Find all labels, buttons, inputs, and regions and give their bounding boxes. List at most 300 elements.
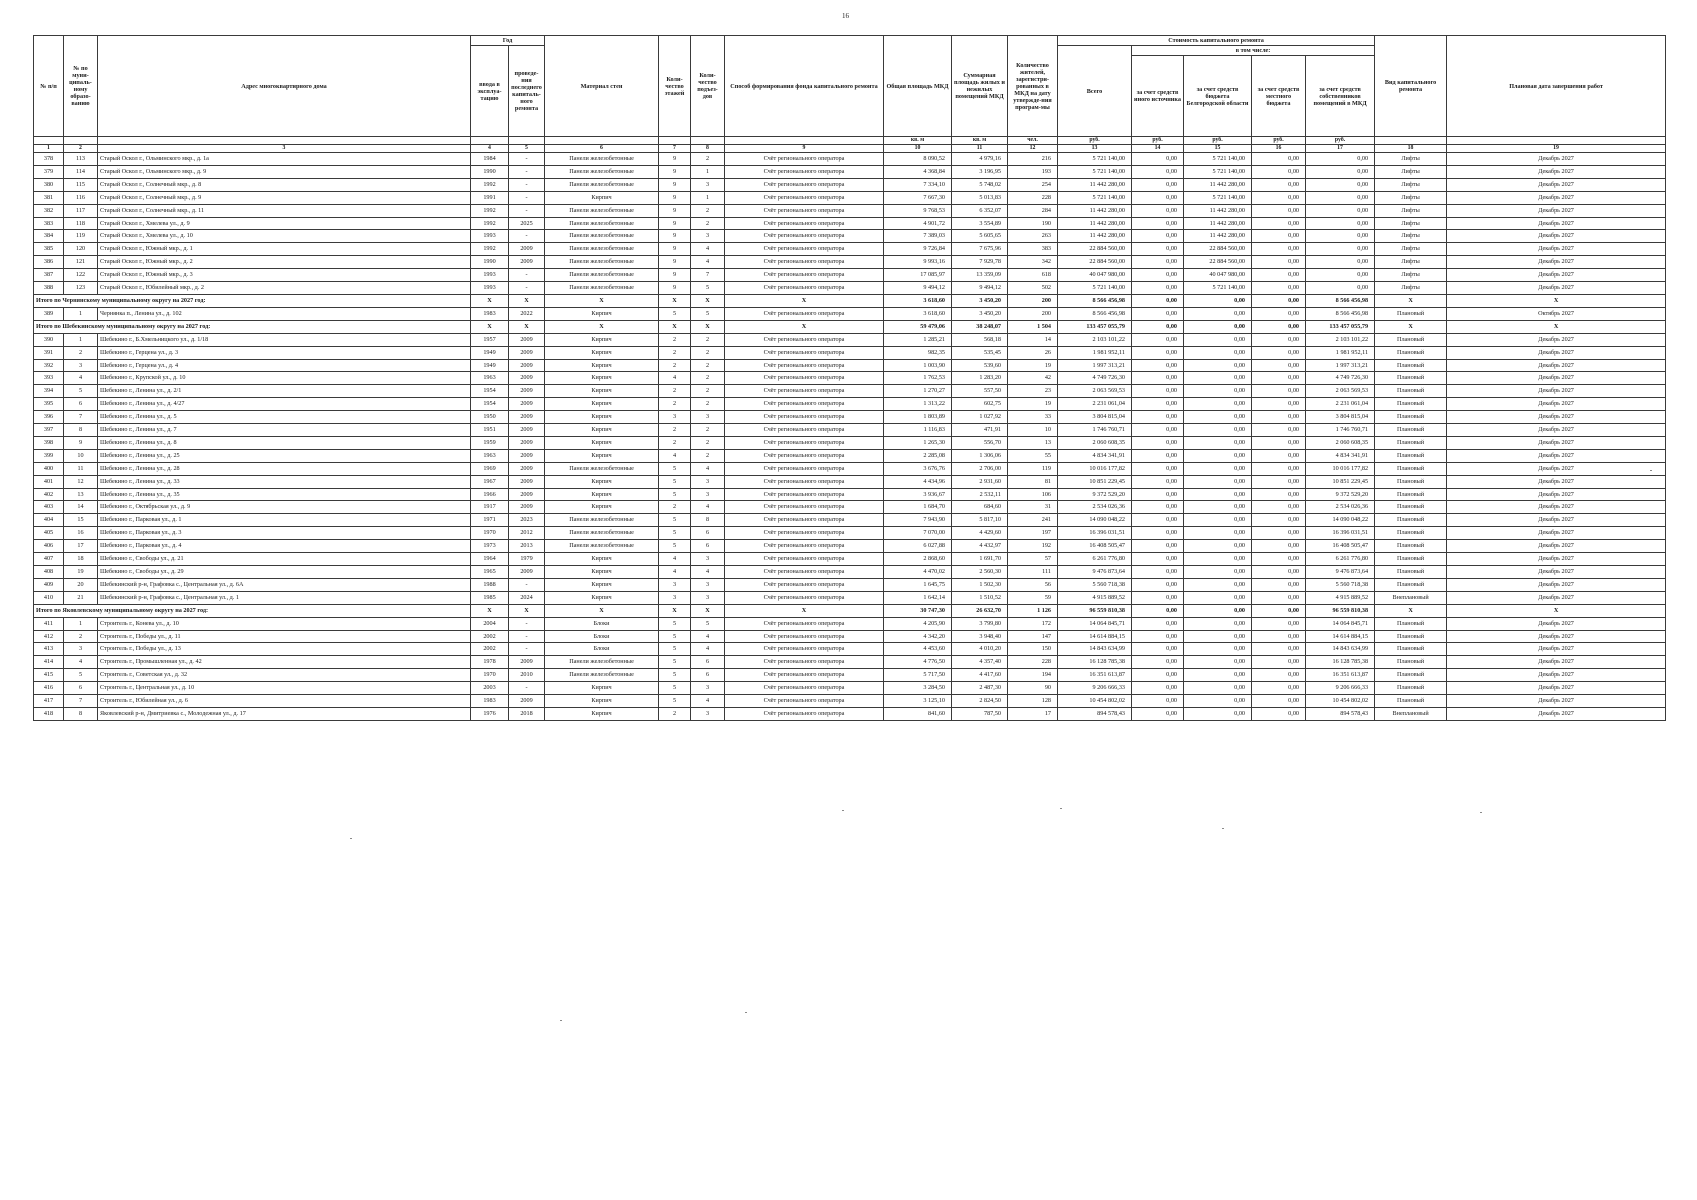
table-cell: 1969 (471, 462, 509, 475)
table-cell: 2009 (509, 501, 545, 514)
table-cell: 7 667,30 (884, 191, 952, 204)
table-cell: 0,00 (1252, 436, 1306, 449)
table-cell: 18 (64, 553, 98, 566)
subtotal-cell: X (545, 294, 659, 307)
table-cell: 150 (1008, 643, 1058, 656)
header-incl: в том числе: (1132, 46, 1375, 56)
table-cell: 119 (1008, 462, 1058, 475)
table-cell: 0,00 (1252, 462, 1306, 475)
table-cell: 7 (64, 695, 98, 708)
column-number: 9 (725, 145, 884, 153)
address-cell: Шебекино г., Ленина ул., д. 35 (98, 488, 471, 501)
table-cell: 4 (691, 566, 725, 579)
table-cell: 4 357,40 (952, 656, 1008, 669)
table-cell: 3 (659, 578, 691, 591)
table-cell: 1951 (471, 424, 509, 437)
table-cell: Счёт регионального оператора (725, 540, 884, 553)
table-cell: 5 721 140,00 (1184, 191, 1252, 204)
table-cell: 0,00 (1184, 359, 1252, 372)
subtotal-cell: X (725, 294, 884, 307)
table-cell: 393 (34, 372, 64, 385)
table-cell: 147 (1008, 630, 1058, 643)
table-cell: 1992 (471, 204, 509, 217)
address-cell: Шебекино г., Парковая ул., д. 4 (98, 540, 471, 553)
table-cell: - (509, 282, 545, 295)
table-row (34, 707, 1666, 720)
table-cell: 11 442 280,00 (1184, 217, 1252, 230)
table-cell: Панели железобетонные (545, 462, 659, 475)
table-cell: 0,00 (1306, 269, 1375, 282)
header-year-group: Год (471, 36, 545, 46)
table-cell: 5 (659, 488, 691, 501)
table-cell: 4 434,96 (884, 475, 952, 488)
table-cell: Панели железобетонные (545, 656, 659, 669)
table-cell: Плановый (1375, 346, 1447, 359)
table-cell: 2009 (509, 449, 545, 462)
table-cell: 1949 (471, 346, 509, 359)
table-cell: 1 306,06 (952, 449, 1008, 462)
table-cell: 3 450,20 (952, 307, 1008, 320)
table-cell: Лифты (1375, 153, 1447, 166)
table-cell: 1 746 760,71 (1306, 424, 1375, 437)
table-cell: 5 (691, 307, 725, 320)
table-cell: 8 (64, 707, 98, 720)
subtotal-cell: 26 632,70 (952, 604, 1008, 617)
table-cell: 5 721 140,00 (1058, 191, 1132, 204)
subtotal-label: Итого по Яковлевскому муниципальному округу на 2027 год: (34, 604, 471, 617)
table-cell: 2003 (471, 682, 509, 695)
table-cell: 16 128 785,38 (1058, 656, 1132, 669)
table-cell: 1992 (471, 178, 509, 191)
table-cell: 1 285,21 (884, 333, 952, 346)
table-cell: 391 (34, 346, 64, 359)
address-cell: Строитель г., Центральная ул., д. 10 (98, 682, 471, 695)
table-cell: Октябрь 2027 (1447, 307, 1666, 320)
table-cell: 56 (1008, 578, 1058, 591)
subtotal-cell: X (1447, 604, 1666, 617)
table-cell: Счёт регионального оператора (725, 578, 884, 591)
subtotal-cell: 96 559 810,38 (1058, 604, 1132, 617)
table-cell: Счёт регионального оператора (725, 191, 884, 204)
table-cell: 411 (34, 617, 64, 630)
subtotal-cell: X (1375, 604, 1447, 617)
table-cell: Счёт регионального оператора (725, 643, 884, 656)
table-cell: 9 206 666,33 (1306, 682, 1375, 695)
table-cell: 22 884 560,00 (1184, 256, 1252, 269)
table-cell: 4 749 726,30 (1306, 372, 1375, 385)
table-cell: 2002 (471, 643, 509, 656)
column-number: 19 (1447, 145, 1666, 153)
table-cell: 0,00 (1252, 153, 1306, 166)
address-cell: Старый Оскол г., Солнечный мкр., д. 8 (98, 178, 471, 191)
subtotal-cell: 0,00 (1132, 604, 1184, 617)
address-cell: Шебекино г., Свободы ул., д. 21 (98, 553, 471, 566)
table-cell: 0,00 (1132, 656, 1184, 669)
table-cell: 0,00 (1132, 488, 1184, 501)
table-cell: Панели железобетонные (545, 230, 659, 243)
table-row (34, 359, 1666, 372)
address-cell: Шебекино г., Ленина ул., д. 5 (98, 411, 471, 424)
address-cell: Шебекино г., Герцена ул., д. 4 (98, 359, 471, 372)
table-cell: Декабрь 2027 (1447, 475, 1666, 488)
table-cell: 4 (659, 566, 691, 579)
address-cell: Строитель г., Советская ул., д. 32 (98, 669, 471, 682)
table-row (34, 643, 1666, 656)
table-cell: 1 027,92 (952, 411, 1008, 424)
table-cell: Панели железобетонные (545, 527, 659, 540)
table-cell: 9 (659, 230, 691, 243)
address-cell: Строитель г., Конева ул., д. 10 (98, 617, 471, 630)
table-cell: 122 (64, 269, 98, 282)
table-cell: Лифты (1375, 178, 1447, 191)
table-cell: 4 432,97 (952, 540, 1008, 553)
table-cell: 399 (34, 449, 64, 462)
table-cell: 0,00 (1184, 462, 1252, 475)
table-cell: Счёт регионального оператора (725, 617, 884, 630)
table-cell: Декабрь 2027 (1447, 333, 1666, 346)
table-cell: 1983 (471, 695, 509, 708)
table-cell: 11 442 280,00 (1184, 178, 1252, 191)
table-cell: Кирпич (545, 591, 659, 604)
table-cell: 418 (34, 707, 64, 720)
table-cell: 9 (659, 269, 691, 282)
table-cell: Плановый (1375, 462, 1447, 475)
subtotal-cell: 0,00 (1252, 294, 1306, 307)
table-cell: 0,00 (1252, 217, 1306, 230)
address-cell: Старый Оскол г., Ольминского мкр., д. 9 (98, 165, 471, 178)
table-cell: 8 (691, 514, 725, 527)
table-cell: Внеплановый (1375, 591, 1447, 604)
table-cell: Декабрь 2027 (1447, 527, 1666, 540)
table-cell: 13 (64, 488, 98, 501)
table-cell: Панели железобетонные (545, 178, 659, 191)
table-cell: 3 618,60 (884, 307, 952, 320)
table-cell: 1979 (509, 553, 545, 566)
table-cell: Счёт регионального оператора (725, 424, 884, 437)
table-row (34, 178, 1666, 191)
table-cell: Плановый (1375, 398, 1447, 411)
table-row (34, 566, 1666, 579)
table-cell: 5 (659, 617, 691, 630)
table-cell: 392 (34, 359, 64, 372)
table-cell: 1963 (471, 372, 509, 385)
table-cell: 4 (64, 656, 98, 669)
table-cell: 216 (1008, 153, 1058, 166)
table-cell: 9 372 529,20 (1306, 488, 1375, 501)
table-cell: Плановый (1375, 501, 1447, 514)
table-cell: 14 843 634,99 (1306, 643, 1375, 656)
table-cell: 0,00 (1252, 591, 1306, 604)
table-cell: 1 502,30 (952, 578, 1008, 591)
table-cell: 5 (659, 669, 691, 682)
table-cell: Плановый (1375, 553, 1447, 566)
table-cell: 0,00 (1252, 669, 1306, 682)
table-cell: Счёт регионального оператора (725, 333, 884, 346)
table-cell: 1 (64, 307, 98, 320)
table-cell: 378 (34, 153, 64, 166)
table-cell: 33 (1008, 411, 1058, 424)
address-cell: Шебекино г., Ленина ул., д. 7 (98, 424, 471, 437)
table-cell: 1 746 760,71 (1058, 424, 1132, 437)
table-cell: 406 (34, 540, 64, 553)
table-cell: 9 206 666,33 (1058, 682, 1132, 695)
table-cell: Декабрь 2027 (1447, 707, 1666, 720)
table-cell: Декабрь 2027 (1447, 462, 1666, 475)
table-cell: Кирпич (545, 359, 659, 372)
table-cell: Декабрь 2027 (1447, 656, 1666, 669)
table-header (34, 36, 1666, 153)
table-cell: 5 817,10 (952, 514, 1008, 527)
table-cell: 3 (691, 230, 725, 243)
table-row (34, 269, 1666, 282)
table-cell: 2004 (471, 617, 509, 630)
table-cell: 556,70 (952, 436, 1008, 449)
table-cell: 0,00 (1132, 398, 1184, 411)
table-cell: 1970 (471, 527, 509, 540)
unit-cell: руб. (1252, 137, 1306, 145)
table-cell: 389 (34, 307, 64, 320)
table-cell: Счёт регионального оператора (725, 346, 884, 359)
subtotal-cell: 30 747,30 (884, 604, 952, 617)
table-cell: 2 103 101,22 (1306, 333, 1375, 346)
table-cell: 2 063 569,53 (1058, 385, 1132, 398)
table-cell: Панели железобетонные (545, 282, 659, 295)
table-cell: 0,00 (1184, 591, 1252, 604)
table-cell: 2 (691, 436, 725, 449)
table-cell: 0,00 (1132, 462, 1184, 475)
table-cell: Кирпич (545, 385, 659, 398)
table-cell: 2 103 101,22 (1058, 333, 1132, 346)
table-cell: 1990 (471, 256, 509, 269)
table-cell: 1917 (471, 501, 509, 514)
table-cell: 0,00 (1252, 527, 1306, 540)
table-cell: Плановый (1375, 630, 1447, 643)
table-cell: 6 352,07 (952, 204, 1008, 217)
table-cell: 1985 (471, 591, 509, 604)
address-cell: Старый Оскол г., Ольминского мкр., д. 1а (98, 153, 471, 166)
subtotal-cell: X (691, 294, 725, 307)
table-cell: Плановый (1375, 540, 1447, 553)
table-cell: Декабрь 2027 (1447, 217, 1666, 230)
subtotal-cell: 3 450,20 (952, 294, 1008, 307)
subtotal-cell: X (659, 294, 691, 307)
table-cell: Счёт регионального оператора (725, 553, 884, 566)
table-cell: 4 (691, 695, 725, 708)
table-cell: - (509, 682, 545, 695)
table-row (34, 449, 1666, 462)
table-cell: 0,00 (1184, 488, 1252, 501)
table-cell: 14 (1008, 333, 1058, 346)
table-cell: 0,00 (1252, 501, 1306, 514)
table-cell: 4 470,02 (884, 566, 952, 579)
table-cell: 1964 (471, 553, 509, 566)
address-cell: Строитель г., Победы ул., д. 11 (98, 630, 471, 643)
table-cell: 119 (64, 230, 98, 243)
table-cell: 1963 (471, 449, 509, 462)
table-row (34, 153, 1666, 166)
column-number: 12 (1008, 145, 1058, 153)
table-cell: Плановый (1375, 449, 1447, 462)
table-cell: Плановый (1375, 514, 1447, 527)
table-cell: Счёт регионального оператора (725, 488, 884, 501)
table-cell: 4 417,60 (952, 669, 1008, 682)
table-cell: 2 (659, 346, 691, 359)
table-cell: 0,00 (1132, 178, 1184, 191)
subtotal-cell: X (509, 320, 545, 333)
table-cell: 6 261 776,80 (1058, 553, 1132, 566)
table-cell: 5 (659, 514, 691, 527)
table-cell: Кирпич (545, 333, 659, 346)
table-cell: 7 675,96 (952, 243, 1008, 256)
table-cell: 17 (64, 540, 98, 553)
table-cell: Панели железобетонные (545, 165, 659, 178)
header-cost-group: Стоимость капитального ремонта (1058, 36, 1375, 46)
table-cell: 1971 (471, 514, 509, 527)
column-number: 15 (1184, 145, 1252, 153)
table-cell: 1990 (471, 165, 509, 178)
table-cell: Счёт регионального оператора (725, 282, 884, 295)
table-cell: 5 (691, 617, 725, 630)
table-cell: - (509, 617, 545, 630)
table-cell: 123 (64, 282, 98, 295)
table-cell: 9 (659, 191, 691, 204)
table-cell: 11 442 280,00 (1058, 230, 1132, 243)
table-cell: 2 (659, 501, 691, 514)
table-row (34, 282, 1666, 295)
table-cell: 407 (34, 553, 64, 566)
table-cell: 2 (691, 359, 725, 372)
table-cell: 5 748,02 (952, 178, 1008, 191)
table-cell: Декабрь 2027 (1447, 153, 1666, 166)
table-cell: Лифты (1375, 204, 1447, 217)
table-cell: 6 027,88 (884, 540, 952, 553)
table-cell: - (509, 204, 545, 217)
table-cell: 1970 (471, 669, 509, 682)
address-cell: Старый Оскол г., Южный мкр., д. 3 (98, 269, 471, 282)
table-cell: Декабрь 2027 (1447, 256, 1666, 269)
table-cell: 0,00 (1306, 217, 1375, 230)
table-cell: 22 884 560,00 (1058, 256, 1132, 269)
table-cell: 5 721 140,00 (1184, 282, 1252, 295)
table-row (34, 398, 1666, 411)
table-cell: 0,00 (1252, 385, 1306, 398)
table-cell: 14 843 634,99 (1058, 643, 1132, 656)
table-cell: 4 (691, 243, 725, 256)
table-cell: 394 (34, 385, 64, 398)
table-cell: 2 560,30 (952, 566, 1008, 579)
table-cell: 0,00 (1184, 707, 1252, 720)
table-cell: 1954 (471, 398, 509, 411)
subtotal-cell: X (509, 604, 545, 617)
table-row (34, 475, 1666, 488)
table-cell: 535,45 (952, 346, 1008, 359)
table-cell: 3 (691, 475, 725, 488)
table-cell: 1988 (471, 578, 509, 591)
table-row (34, 307, 1666, 320)
table-row (34, 217, 1666, 230)
table-cell: 7 389,03 (884, 230, 952, 243)
table-cell: Счёт регионального оператора (725, 256, 884, 269)
table-cell: 4 453,60 (884, 643, 952, 656)
table-cell: 1 642,14 (884, 591, 952, 604)
table-cell: 2009 (509, 462, 545, 475)
table-cell: 4 342,20 (884, 630, 952, 643)
table-cell: 0,00 (1184, 346, 1252, 359)
header-residents: Количество жителей, зарегистри-рованных в МКД на дату утвержде-ния програм-мы (1008, 36, 1058, 137)
subtotal-cell: 0,00 (1184, 604, 1252, 617)
table-cell: Декабрь 2027 (1447, 669, 1666, 682)
table-row (34, 669, 1666, 682)
table-cell: 471,91 (952, 424, 1008, 437)
table-row (34, 424, 1666, 437)
table-cell: 16 396 031,51 (1306, 527, 1375, 540)
table-cell: Плановый (1375, 385, 1447, 398)
address-cell: Шебекино г., Ленина ул., д. 2/1 (98, 385, 471, 398)
header-planned-date: Плановая дата завершения работ (1447, 36, 1666, 137)
table-cell: Декабрь 2027 (1447, 566, 1666, 579)
address-cell: Старый Оскол г., Хмелева ул., д. 9 (98, 217, 471, 230)
table-cell: 2 (659, 359, 691, 372)
table-cell: 81 (1008, 475, 1058, 488)
table-cell: 11 (64, 462, 98, 475)
table-cell: 3 804 815,04 (1306, 411, 1375, 424)
subtotal-cell: X (471, 604, 509, 617)
table-cell: 13 359,09 (952, 269, 1008, 282)
table-cell: 2 534 026,36 (1058, 501, 1132, 514)
column-number: 3 (98, 145, 471, 153)
table-cell: 1 (64, 617, 98, 630)
table-cell: Счёт регионального оператора (725, 475, 884, 488)
table-cell: 2 (691, 372, 725, 385)
column-number: 18 (1375, 145, 1447, 153)
table-cell: 894 578,43 (1306, 707, 1375, 720)
table-cell: 3 (691, 578, 725, 591)
table-cell: Плановый (1375, 307, 1447, 320)
table-cell: - (509, 578, 545, 591)
table-cell: Плановый (1375, 682, 1447, 695)
address-cell: Шебекинский р-н, Графовка с., Центральная ул., д. 6А (98, 578, 471, 591)
table-cell: 9 993,16 (884, 256, 952, 269)
table-cell: Декабрь 2027 (1447, 282, 1666, 295)
table-cell: 0,00 (1132, 424, 1184, 437)
table-cell: 414 (34, 656, 64, 669)
table-cell: 416 (34, 682, 64, 695)
table-cell: 1983 (471, 307, 509, 320)
table-cell: 19 (64, 566, 98, 579)
column-number: 5 (509, 145, 545, 153)
table-cell: 0,00 (1132, 269, 1184, 282)
table-cell: 0,00 (1184, 566, 1252, 579)
header-entrances: Коли-чество подъез-дов (691, 36, 725, 137)
table-cell: Плановый (1375, 424, 1447, 437)
table-cell: 390 (34, 333, 64, 346)
table-cell: 0,00 (1184, 656, 1252, 669)
table-cell: 228 (1008, 191, 1058, 204)
table-cell: 3 (691, 707, 725, 720)
column-number: 10 (884, 145, 952, 153)
table-cell: 408 (34, 566, 64, 579)
table-cell: 0,00 (1252, 656, 1306, 669)
table-cell: 2009 (509, 359, 545, 372)
table-cell: 9 (659, 178, 691, 191)
table-cell: 982,35 (884, 346, 952, 359)
table-cell: 5 721 140,00 (1184, 165, 1252, 178)
table-cell: Плановый (1375, 527, 1447, 540)
table-cell: Декабрь 2027 (1447, 540, 1666, 553)
table-cell: 3 (659, 591, 691, 604)
table-cell: 0,00 (1132, 256, 1184, 269)
table-cell: 0,00 (1252, 695, 1306, 708)
